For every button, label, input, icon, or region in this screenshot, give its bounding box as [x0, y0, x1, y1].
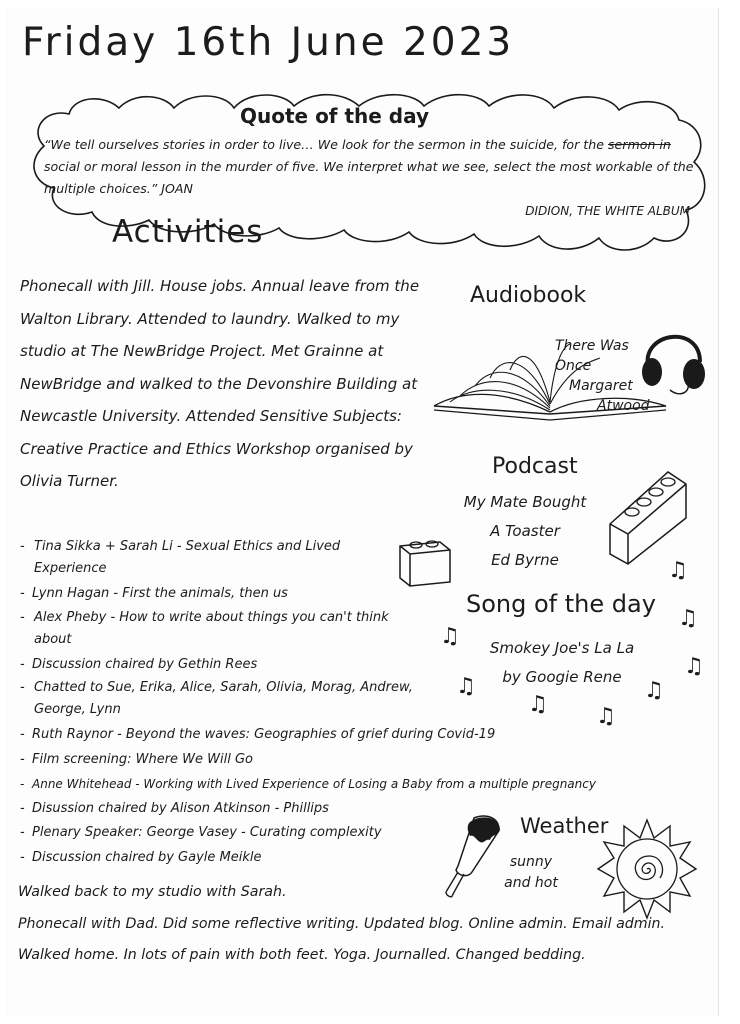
- closing-paragraph: Phonecall with Dad. Did some reflective writing. Updated blog. Online admin. Email admin. Walked home. In lots of pain with both feet. Yoga. Journalled. Changed bedding.: [18, 915, 666, 963]
- music-note-icon: ♫: [668, 558, 688, 583]
- quote-heading: Quote of the day: [240, 104, 430, 128]
- list-item: - Alex Pheby - How to write about things you can't think about: [20, 609, 389, 647]
- walked-back-line: Walked back to my studio with Sarah.: [18, 884, 287, 900]
- song-title: Smokey Joe's La La: [489, 639, 635, 657]
- list-item: - Discussion chaired by Gayle Meikle: [20, 849, 262, 865]
- weather-line2: and hot: [504, 875, 558, 891]
- list-item: - Chatted to Sue, Erika, Alice, Sarah, Olivia, Morag, Andrew, George, Lynn: [20, 680, 413, 717]
- list-item: - Disussion chaired by Alison Atkinson - Phillips: [20, 800, 329, 816]
- weather-line1: sunny: [509, 854, 553, 870]
- audiobook-title-line1: There Was: [555, 338, 629, 354]
- podcast-details: [440, 488, 610, 575]
- audiobook-author-line1: Margaret: [569, 378, 633, 394]
- podcast-host: Ed Byrne: [491, 551, 559, 569]
- audiobook-heading: Audiobook: [470, 283, 587, 308]
- quote-attribution-text: DIDION, THE WHITE ALBUM: [525, 204, 690, 218]
- quote-struck-text: sermon in: [607, 137, 671, 152]
- music-note-icon: ♫: [684, 654, 704, 679]
- podcast-title-line2: A Toaster: [490, 522, 560, 540]
- weather-heading: Weather: [520, 814, 609, 838]
- music-note-icon: ♫: [528, 692, 548, 717]
- song-details: [462, 634, 662, 692]
- music-note-icon: ♫: [440, 624, 460, 649]
- music-note-icon: ♫: [678, 606, 698, 631]
- list-item: - Anne Whitehead - Working with Lived Experience of Losing a Baby from a multiple pregnancy: [20, 777, 596, 791]
- quote-text-part2: social or moral lesson in the murder of five. We interpret what we see, select the most workable of the multiple choices.” JOAN: [44, 159, 694, 196]
- sun-icon: [594, 816, 700, 922]
- weather-details: [496, 852, 566, 894]
- list-item: - Ruth Raynor - Beyond the waves: Geographies of grief during Covid-19: [20, 727, 496, 742]
- list-item: - Lynn Hagan - First the animals, then us: [20, 586, 288, 601]
- list-item: - Plenary Speaker: George Vasey - Curating complexity: [20, 825, 382, 840]
- song-heading: Song of the day: [466, 590, 656, 618]
- music-note-icon: ♫: [644, 678, 664, 703]
- podcast-title-line1: My Mate Bought: [463, 493, 587, 511]
- activities-heading: Activities: [112, 214, 264, 250]
- audiobook-title-line2: Once: [555, 358, 592, 374]
- music-note-icon: ♫: [596, 704, 616, 729]
- music-note-icon: ♫: [456, 674, 476, 699]
- list-item: - Tina Sikka + Sarah Li - Sexual Ethics and Lived Experience: [20, 539, 341, 576]
- large-lego-brick-icon: [606, 466, 690, 566]
- page-date-title: Friday 16th June 2023: [22, 20, 515, 65]
- podcast-heading: Podcast: [492, 454, 578, 479]
- list-item: - Film screening: Where We Will Go: [20, 751, 254, 767]
- activities-paragraph: Phonecall with Jill. House jobs. Annual leave from the Walton Library. Attended to laundry. Walked to my studio at The NewBridge Project. Met Grainne at NewBridge and walked to the Devonshire Building at Newcastle University. Attended Sensitive Subjects: Creative Practice and Ethics Workshop organised by Olivia Turner.: [20, 277, 420, 490]
- song-artist: by Googie Rene: [502, 668, 622, 686]
- quote-attribution: [470, 178, 690, 222]
- audiobook-details: [555, 336, 665, 416]
- list-item: - Discussion chaired by Gethin Rees: [20, 656, 258, 672]
- small-lego-brick-icon: [396, 532, 454, 588]
- audiobook-author-line2: Atwood: [597, 398, 650, 414]
- quote-text-part1: “We tell ourselves stories in order to live… We look for the sermon in the suicide, for the: [44, 137, 608, 152]
